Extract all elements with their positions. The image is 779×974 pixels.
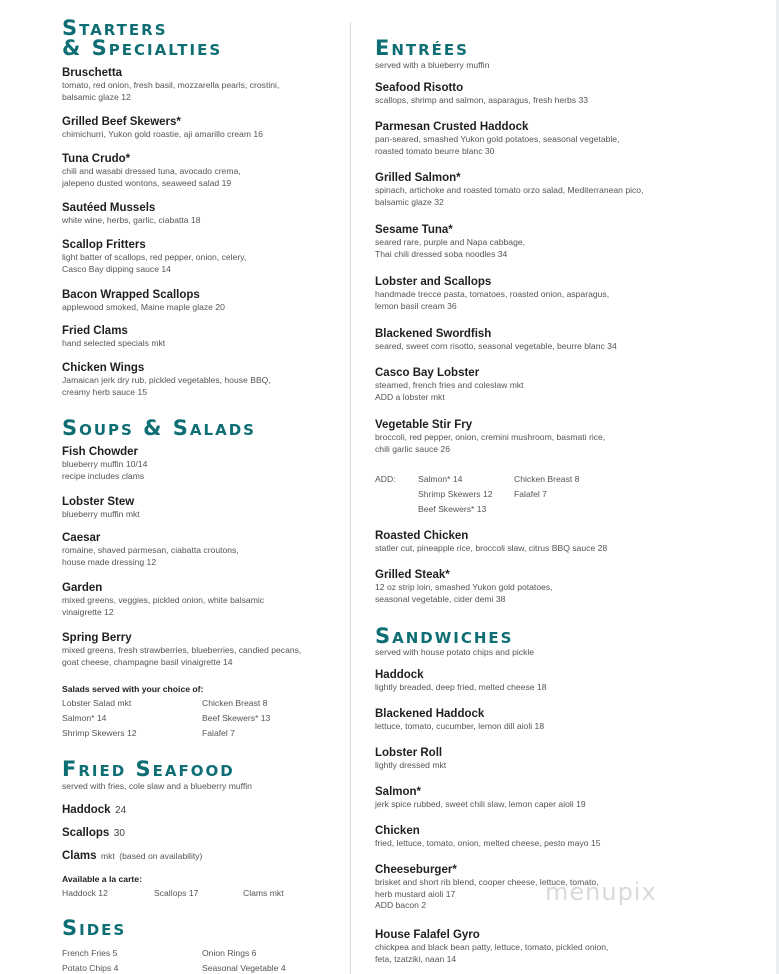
fried-item: Scallops 30 xyxy=(62,827,125,839)
item-desc: chickpea and black bean patty, lettuce, tomato, pickled onion, feta, tzatziki, naan 14 xyxy=(375,942,609,964)
item-desc: statler cut, pineapple rice, broccoli slaw, citrus BBQ sauce 28 xyxy=(375,543,608,553)
item-name: Chicken xyxy=(375,825,420,837)
menu-item xyxy=(62,288,362,314)
add-option: Falafel 7 xyxy=(514,489,547,499)
menu-item xyxy=(375,81,675,107)
menu-item xyxy=(375,171,675,208)
item-desc: pan-seared, smashed Yukon gold potatoes, seasonal vegetable, roasted tomato beurre blanc 30 xyxy=(375,134,620,156)
salad-choice: Salmon* 14 xyxy=(62,713,107,723)
salad-choice: Shrimp Skewers 12 xyxy=(62,728,137,738)
menu-item xyxy=(62,201,362,227)
side-item: French Fries 5 xyxy=(62,948,118,958)
item-desc: blueberry muffin mkt xyxy=(62,509,140,519)
item-desc: jerk spice rubbed, sweet chili slaw, lemon caper aioli 19 xyxy=(375,799,586,809)
menu-item xyxy=(375,785,675,811)
item-name: Blackened Swordfish xyxy=(375,328,492,340)
item-name: Lobster Roll xyxy=(375,747,443,759)
item-name: Salmon* xyxy=(375,786,422,798)
menu-item xyxy=(62,631,362,668)
item-desc: hand selected specials mkt xyxy=(62,338,166,348)
item-desc: lettuce, tomato, cucumber, lemon dill aioli 18 xyxy=(375,721,545,731)
salad-choice: Lobster Salad mkt xyxy=(62,698,132,708)
menu-item xyxy=(62,361,362,398)
item-name: Scallop Fritters xyxy=(62,239,146,251)
item-desc: white wine, herbs, garlic, ciabatta 18 xyxy=(62,215,201,225)
item-desc: seared, sweet corn risotto, seasonal vegetable, beurre blanc 34 xyxy=(375,341,617,351)
menu-item xyxy=(375,746,675,772)
salad-choice: Falafel 7 xyxy=(202,728,235,738)
item-desc: Jamaican jerk dry rub, pickled vegetables, house BBQ, creamy herb sauce 15 xyxy=(62,375,271,397)
add-label: ADD: xyxy=(375,474,396,484)
menu-item xyxy=(62,581,362,618)
item-desc: tomato, red onion, fresh basil, mozzarella pearls, crostini, balsamic glaze 12 xyxy=(62,80,280,102)
item-name: Fried Clams xyxy=(62,325,128,337)
carte-grid xyxy=(62,886,342,901)
menu-item xyxy=(62,495,362,521)
item-desc: romaine, shaved parmesan, ciabatta croutons, house made dressing 12 xyxy=(62,545,239,567)
item-name: Lobster Stew xyxy=(62,496,135,508)
menu-item xyxy=(375,668,675,694)
item-desc: mixed greens, fresh strawberries, blueberries, candied pecans, goat cheese, champagne basil vinaigrette 14 xyxy=(62,645,302,667)
side-item: Seasonal Vegetable 4 xyxy=(202,963,286,973)
item-name: Spring Berry xyxy=(62,632,132,644)
item-name: Roasted Chicken xyxy=(375,530,469,542)
item-name: Parmesan Crusted Haddock xyxy=(375,121,529,133)
add-option: Beef Skewers* 13 xyxy=(418,504,487,514)
entree-add-grid xyxy=(375,472,675,517)
item-desc: blueberry muffin 10/14 recipe includes clams xyxy=(62,459,148,481)
item-name: Haddock xyxy=(375,669,424,681)
item-name: Seafood Risotto xyxy=(375,82,464,94)
menu-item xyxy=(375,327,675,353)
starters-heading-line1: Starters xyxy=(62,16,168,40)
item-desc: chimichurri, Yukon gold roastie, aji amarillo cream 16 xyxy=(62,129,263,139)
watermark: menupix xyxy=(545,878,657,906)
menu-item xyxy=(62,66,362,103)
item-desc: handmade trecce pasta, tomatoes, roasted onion, asparagus, lemon basil cream 36 xyxy=(375,289,610,311)
menu-item xyxy=(375,366,675,403)
item-name: Grilled Steak* xyxy=(375,569,450,581)
sandwiches-note: served with house potato chips and pickle xyxy=(375,647,535,657)
item-desc: lightly breaded, deep fried, melted cheese 18 xyxy=(375,682,547,692)
menu-item xyxy=(62,238,362,275)
item-desc: steamed, french fries and coleslaw mkt ADD a lobster mkt xyxy=(375,380,524,402)
menu-item xyxy=(62,531,362,568)
salad-choice: Beef Skewers* 13 xyxy=(202,713,271,723)
menu-item xyxy=(375,120,675,157)
item-name: Garden xyxy=(62,582,103,594)
salad-choice-heading: Salads served with your choice of: xyxy=(62,684,204,694)
menu-item xyxy=(375,529,675,555)
menu-item xyxy=(375,418,675,455)
add-option: Salmon* 14 xyxy=(418,474,463,484)
item-desc: spinach, artichoke and roasted tomato orzo salad, Mediterranean pico, balsamic glaze 32 xyxy=(375,185,644,207)
starters-heading-line2: & Specialties xyxy=(62,36,223,60)
item-name: Grilled Salmon* xyxy=(375,172,461,184)
item-desc: scallops, shrimp and salmon, asparagus, fresh herbs 33 xyxy=(375,95,589,105)
entrees-heading: Entrées xyxy=(375,36,469,60)
item-name: Fish Chowder xyxy=(62,446,139,458)
item-name: Vegetable Stir Fry xyxy=(375,419,473,431)
item-name: Lobster and Scallops xyxy=(375,276,492,288)
entrees-note: served with a blueberry muffin xyxy=(375,60,490,70)
item-name: House Falafel Gyro xyxy=(375,929,480,941)
side-item: Potato Chips 4 xyxy=(62,963,119,973)
menu-item xyxy=(62,115,362,141)
menu-item xyxy=(375,707,675,733)
item-desc: brisket and short rib blend, cooper cheese, lettuce, tomato, herb mustard aioli 17 ADD bacon 2 xyxy=(375,877,599,910)
item-name: Grilled Beef Skewers* xyxy=(62,116,181,128)
item-desc: lightly dressed mkt xyxy=(375,760,447,770)
menu-item xyxy=(62,324,362,350)
menu-item xyxy=(375,223,675,260)
carte-item: Scallops 17 xyxy=(154,888,199,898)
item-name: Chicken Wings xyxy=(62,362,145,374)
item-name: Sautéed Mussels xyxy=(62,202,156,214)
fried-seafood-heading: Fried Seafood xyxy=(62,757,235,781)
carte-heading: Available a la carte: xyxy=(62,874,142,884)
menu-item xyxy=(375,928,675,965)
item-name: Sesame Tuna* xyxy=(375,224,453,236)
salad-choice: Chicken Breast 8 xyxy=(202,698,268,708)
add-option: Chicken Breast 8 xyxy=(514,474,580,484)
item-name: Cheeseburger* xyxy=(375,864,457,876)
menu-item xyxy=(62,152,362,189)
item-desc: 12 oz strip loin, smashed Yukon gold potatoes, seasonal vegetable, cider demi 38 xyxy=(375,582,553,604)
item-name: Caesar xyxy=(62,532,101,544)
fried-note: served with fries, cole slaw and a blueberry muffin xyxy=(62,781,252,791)
soups-salads-heading: Soups & Salads xyxy=(62,416,256,440)
salad-choice-grid xyxy=(62,696,342,741)
item-desc: mixed greens, veggies, pickled onion, white balsamic vinaigrette 12 xyxy=(62,595,265,617)
item-desc: seared rare, purple and Napa cabbage, Thai chili dressed soba noodles 34 xyxy=(375,237,526,259)
item-name: Bruschetta xyxy=(62,67,123,79)
item-name: Tuna Crudo* xyxy=(62,153,131,165)
add-option: Shrimp Skewers 12 xyxy=(418,489,493,499)
menu-item xyxy=(375,824,675,850)
sides-grid xyxy=(62,946,342,974)
item-name: Casco Bay Lobster xyxy=(375,367,480,379)
fried-item: Clams mkt (based on availability) xyxy=(62,850,203,862)
item-desc: applewood smoked, Maine maple glaze 20 xyxy=(62,302,225,312)
item-desc: broccoli, red pepper, onion, cremini mushroom, basmati rice, chili garlic sauce 26 xyxy=(375,432,606,454)
item-name: Bacon Wrapped Scallops xyxy=(62,289,200,301)
starters-heading xyxy=(62,18,222,58)
item-name: Blackened Haddock xyxy=(375,708,485,720)
menu-item xyxy=(375,568,675,605)
side-item: Onion Rings 6 xyxy=(202,948,257,958)
menu-item xyxy=(375,275,675,312)
sides-heading: Sides xyxy=(62,916,127,940)
carte-item: Clams mkt xyxy=(243,888,284,898)
sandwiches-heading: Sandwiches xyxy=(375,624,514,648)
menu-item xyxy=(62,445,362,482)
item-desc: chili and wasabi dressed tuna, avocado crema, jalepeno dusted wontons, seaweed salad 19 xyxy=(62,166,241,188)
fried-item: Haddock 24 xyxy=(62,804,127,816)
item-desc: fried, lettuce, tomato, onion, melted cheese, pesto mayo 15 xyxy=(375,838,601,848)
item-desc: light batter of scallops, red pepper, onion, celery, Casco Bay dipping sauce 14 xyxy=(62,252,247,274)
carte-item: Haddock 12 xyxy=(62,888,108,898)
